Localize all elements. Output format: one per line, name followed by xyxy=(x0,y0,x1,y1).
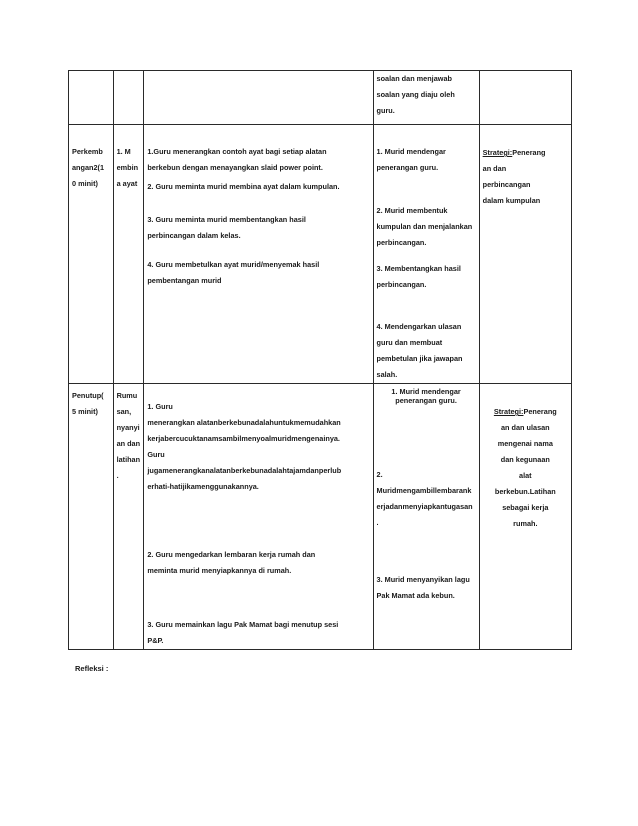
strategy-label: Strategi: xyxy=(482,148,513,157)
teacher-activity-1: 1.Guru menerangkan contoh ayat bagi setiap alatan berkebun dengan menayangkan slaid power point. xyxy=(147,147,327,172)
teacher-activity-3: 3. Guru meminta murid membentangkan hasil perbincangan dalam kelas. xyxy=(147,215,306,240)
content-cell xyxy=(113,125,144,384)
student-response-2: 2. Murid membentuk kumpulan dan menjalankan perbincangan. xyxy=(376,206,473,247)
table-row-closure xyxy=(69,384,572,650)
teacher-activity-3: 3. Guru memainkan lagu Pak Mamat bagi menutup sesi P&P. xyxy=(147,620,339,645)
table-row-development xyxy=(69,125,572,384)
content-label: 1. M embin a ayat xyxy=(116,147,139,188)
strategy-text: Penerang an dan ulasan mengenai nama dan kegunaan alat berkebun.Latihan sebagai kerja rumah. xyxy=(494,407,557,528)
content-cell xyxy=(113,71,144,125)
strategy-text: Penerang an dan perbincangan dalam kumpulan xyxy=(482,148,546,205)
student-response-2: 2. Muridmengambillembarank erjadanmenyiapkantugasan . xyxy=(376,470,473,527)
student-response-3: 3. Murid menyanyikan lagu Pak Mamat ada kebun. xyxy=(376,575,470,600)
teacher-activity-4: 4. Guru membetulkan ayat murid/menyemak hasil pembentangan murid xyxy=(147,260,320,285)
strategy-label: Strategi: xyxy=(493,407,524,416)
content-cell xyxy=(113,384,144,650)
student-response-text: soalan dan menjawab soalan yang diaju oleh guru. xyxy=(376,74,455,115)
strategy-cell xyxy=(479,125,571,384)
student-response-3: 3. Membentangkan hasil perbincangan. xyxy=(376,264,461,289)
reflection-label: Refleksi : xyxy=(75,664,109,673)
teacher-activity-cell xyxy=(144,71,373,125)
teacher-activity-cell xyxy=(144,384,373,650)
content-label: Rumu san, nyanyi an dan latihan . xyxy=(116,391,141,480)
stage-cell xyxy=(69,384,114,650)
strategy-cell xyxy=(479,384,571,650)
student-response-1: 1. Murid mendengar penerangan guru. xyxy=(376,147,446,172)
student-response-cell xyxy=(373,384,479,650)
stage-cell xyxy=(69,125,114,384)
student-response-cell xyxy=(373,71,479,125)
teacher-activity-2: 2. Guru meminta murid membina ayat dalam kumpulan. xyxy=(147,182,340,191)
student-response-4: 4. Mendengarkan ulasan guru dan membuat pembetulan jika jawapan salah. xyxy=(376,322,463,379)
teacher-activity-2: 2. Guru mengedarkan lembaran kerja rumah dan meminta murid menyiapkannya di rumah. xyxy=(147,550,316,575)
stage-cell xyxy=(69,71,114,125)
table-row-continuation xyxy=(69,71,572,125)
teacher-activity-1: 1. Guru menerangkan alatanberkebunadalahuntukmemudahkan kerjabercucuktanamsambilmenyoalmuridmengenainya. Guru jugamenerangkanalatanberkebunadalahtajamdanperlub erhati-hatijikamenggunakannya. xyxy=(147,402,342,491)
strategy-cell xyxy=(479,71,571,125)
stage-label: Perkemb angan2(1 0 minit) xyxy=(72,147,105,188)
stage-label: Penutup( 5 minit) xyxy=(72,391,104,416)
lesson-plan-table xyxy=(68,70,572,650)
teacher-activity-cell xyxy=(144,125,373,384)
student-response-cell xyxy=(373,125,479,384)
student-response-1: 1. Murid mendengar penerangan guru. xyxy=(391,387,461,405)
